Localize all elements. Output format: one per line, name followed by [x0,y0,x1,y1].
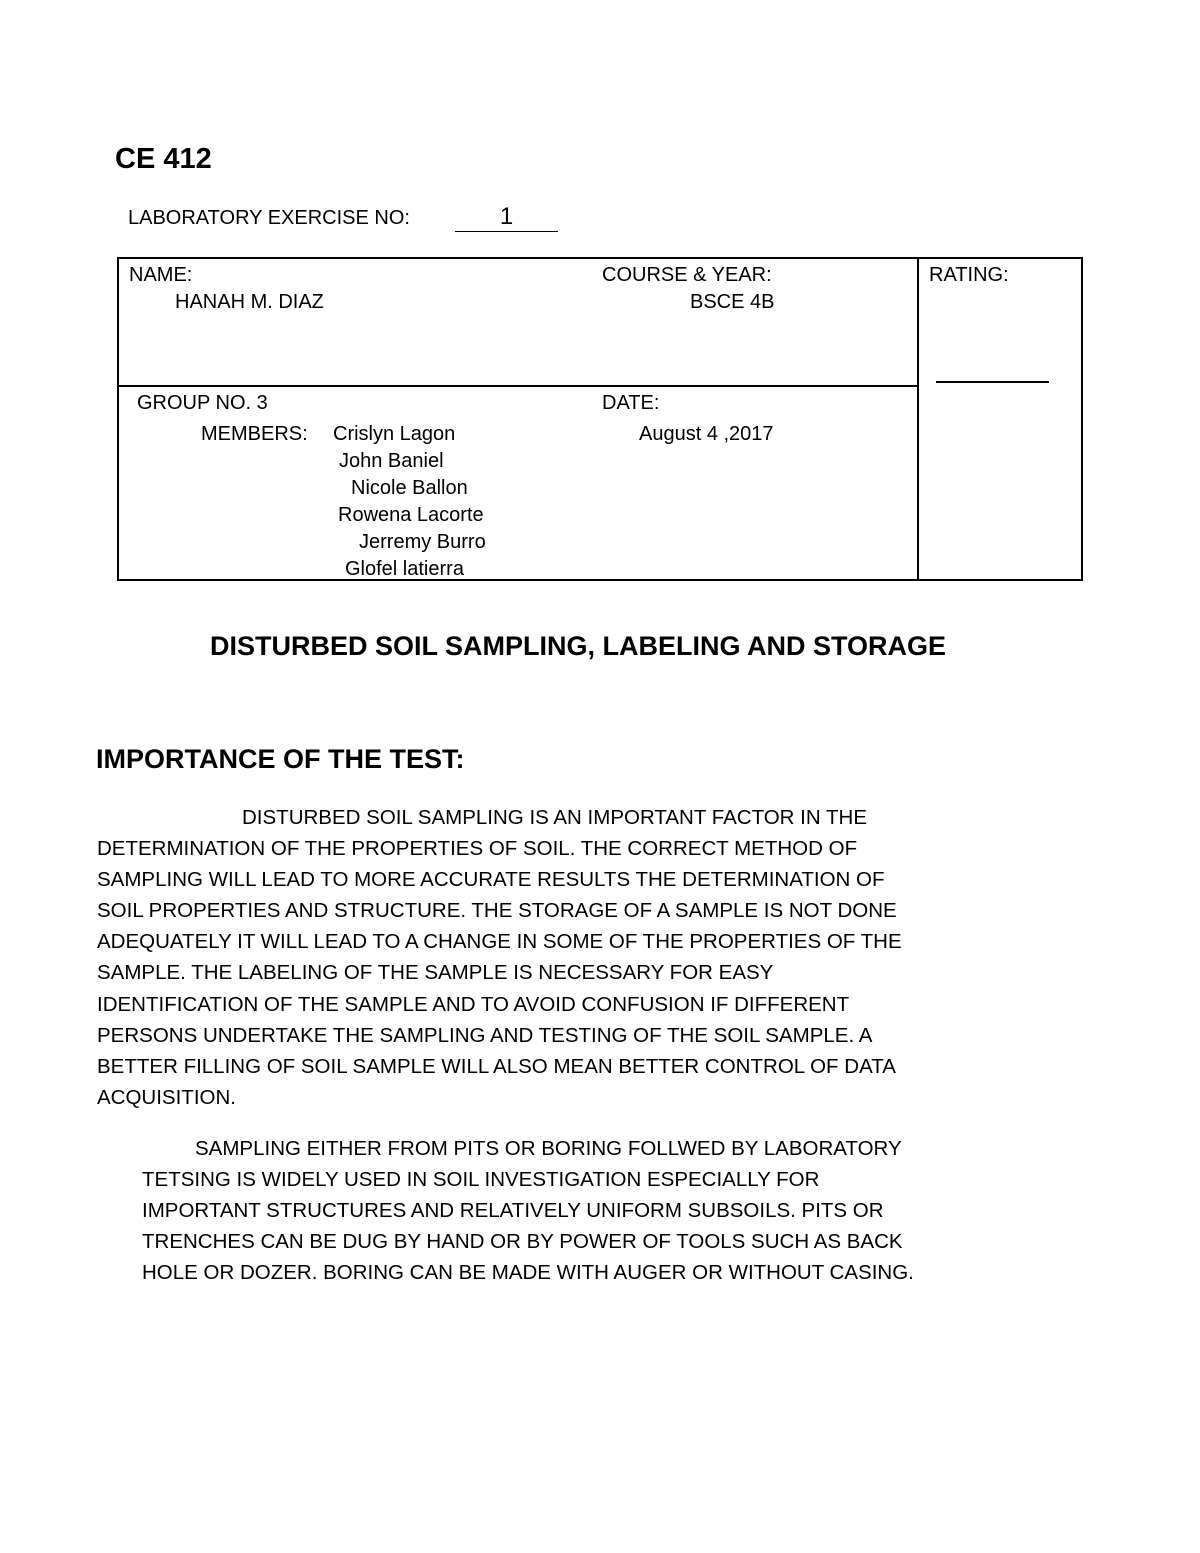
paragraph-line: ACQUISITION. [97,1085,236,1109]
name-label: NAME: [129,264,193,286]
importance-paragraph [97,802,902,1113]
student-info-table [117,257,1083,581]
date-label: DATE: [602,392,660,414]
paragraph-line: TETSING IS WIDELY USED IN SOIL INVESTIGATION ESPECIALLY FOR [142,1168,820,1192]
rating-label: RATING: [929,264,1009,286]
table-divider-horizontal [119,385,917,387]
course-year-value: BSCE 4B [690,291,775,313]
paragraph-line: ADEQUATELY IT WILL LEAD TO A CHANGE IN SOME OF THE PROPERTIES OF THE [97,930,902,954]
course-code: CE 412 [115,143,212,175]
paragraph-line: DETERMINATION OF THE PROPERTIES OF SOIL. THE CORRECT METHOD OF [97,837,858,861]
exercise-number: 1 [455,203,558,232]
document-title: DISTURBED SOIL SAMPLING, LABELING AND STORAGE [209,631,947,661]
section-heading: IMPORTANCE OF THE TEST: [96,744,465,774]
paragraph-line: SOIL PROPERTIES AND STRUCTURE. THE STORAGE OF A SAMPLE IS NOT DONE [97,899,897,923]
rating-blank-line [936,381,1049,383]
paragraph-line: SAMPLING EITHER FROM PITS OR BORING FOLLWED BY LABORATORY [195,1137,902,1160]
table-divider-vertical [917,259,919,579]
course-year-label: COURSE & YEAR: [602,264,772,286]
paragraph-line: IDENTIFICATION OF THE SAMPLE AND TO AVOID CONFUSION IF DIFFERENT [97,992,850,1016]
sampling-paragraph [142,1133,914,1288]
members-label: MEMBERS: [201,423,308,445]
member-name: Nicole Ballon [351,477,468,499]
member-name: John Baniel [339,450,444,472]
name-value: HANAH M. DIAZ [175,291,324,313]
date-value: August 4 ,2017 [639,423,774,445]
paragraph-line: BETTER FILLING OF SOIL SAMPLE WILL ALSO MEAN BETTER CONTROL OF DATA [97,1054,896,1078]
exercise-label: LABORATORY EXERCISE NO: [128,207,410,229]
member-name: Glofel latierra [345,558,464,580]
paragraph-line: HOLE OR DOZER. BORING CAN BE MADE WITH AUGER OR WITHOUT CASING. [142,1261,914,1285]
member-name: Rowena Lacorte [338,504,484,526]
member-name: Jerremy Burro [359,531,486,553]
paragraph-line: SAMPLE. THE LABELING OF THE SAMPLE IS NECESSARY FOR EASY [97,961,774,985]
paragraph-line: DISTURBED SOIL SAMPLING IS AN IMPORTANT FACTOR IN THE [242,806,867,829]
paragraph-line: IMPORTANT STRUCTURES AND RELATIVELY UNIFORM SUBSOILS. PITS OR [142,1199,884,1223]
paragraph-line: SAMPLING WILL LEAD TO MORE ACCURATE RESULTS THE DETERMINATION OF [97,868,885,892]
paragraph-line: PERSONS UNDERTAKE THE SAMPLING AND TESTING OF THE SOIL SAMPLE. A [97,1023,873,1047]
group-label: GROUP NO. 3 [137,392,268,414]
paragraph-line: TRENCHES CAN BE DUG BY HAND OR BY POWER OF TOOLS SUCH AS BACK [142,1230,903,1254]
member-name: Crislyn Lagon [333,423,456,445]
